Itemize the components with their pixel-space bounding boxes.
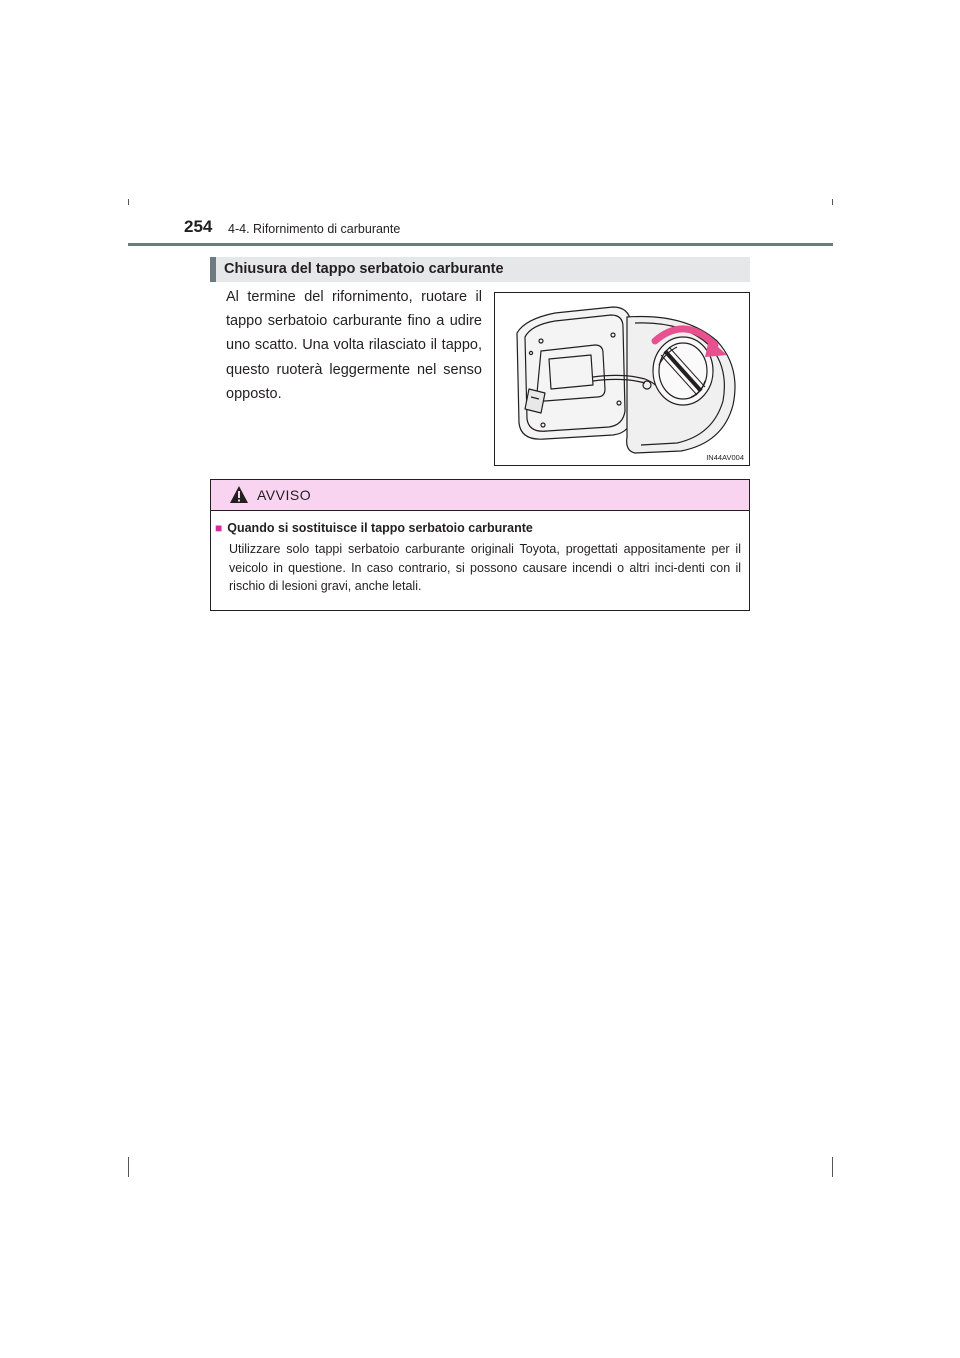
section-bar — [210, 257, 750, 282]
crop-mark-bottom-right — [832, 1157, 833, 1177]
fuel-door-illustration — [495, 293, 749, 465]
fuel-cap-figure — [494, 292, 750, 466]
figure-code: IN44AV004 — [706, 453, 744, 462]
warning-body — [211, 511, 749, 610]
warning-heading — [215, 521, 533, 535]
warning-header — [211, 480, 749, 511]
page-number: 254 — [184, 217, 213, 236]
warning-title: AVVISO — [257, 487, 312, 503]
header-rule — [128, 243, 833, 246]
crop-mark-top-right — [832, 199, 833, 205]
crop-mark-bottom-left — [128, 1157, 129, 1177]
square-bullet-icon: ■ — [215, 521, 223, 535]
section-bar-accent — [210, 257, 216, 282]
warning-heading-text: Quando si sostituisce il tappo serbatoio carburante — [227, 521, 533, 535]
warning-box — [210, 479, 750, 611]
warning-triangle-icon — [229, 485, 249, 504]
crop-mark-top-left — [128, 199, 129, 205]
running-head: 4-4. Rifornimento di carburante — [228, 222, 401, 236]
section-title: Chiusura del tappo serbatoio carburante — [224, 261, 504, 277]
warning-text: Utilizzare solo tappi serbatoio carburante originali Toyota, progettati appositamente per il veicolo in questione. In caso contrario, si possono causare incendi o altri inci-denti con il rischio di lesioni gravi, anche letali. — [229, 542, 741, 593]
body-paragraph: Al termine del rifornimento, ruotare il tappo serbatoio carburante fino a udire uno scatto. Una volta rilasciato il tappo, questo ruoterà leggermente nel senso opposto. — [226, 289, 482, 402]
